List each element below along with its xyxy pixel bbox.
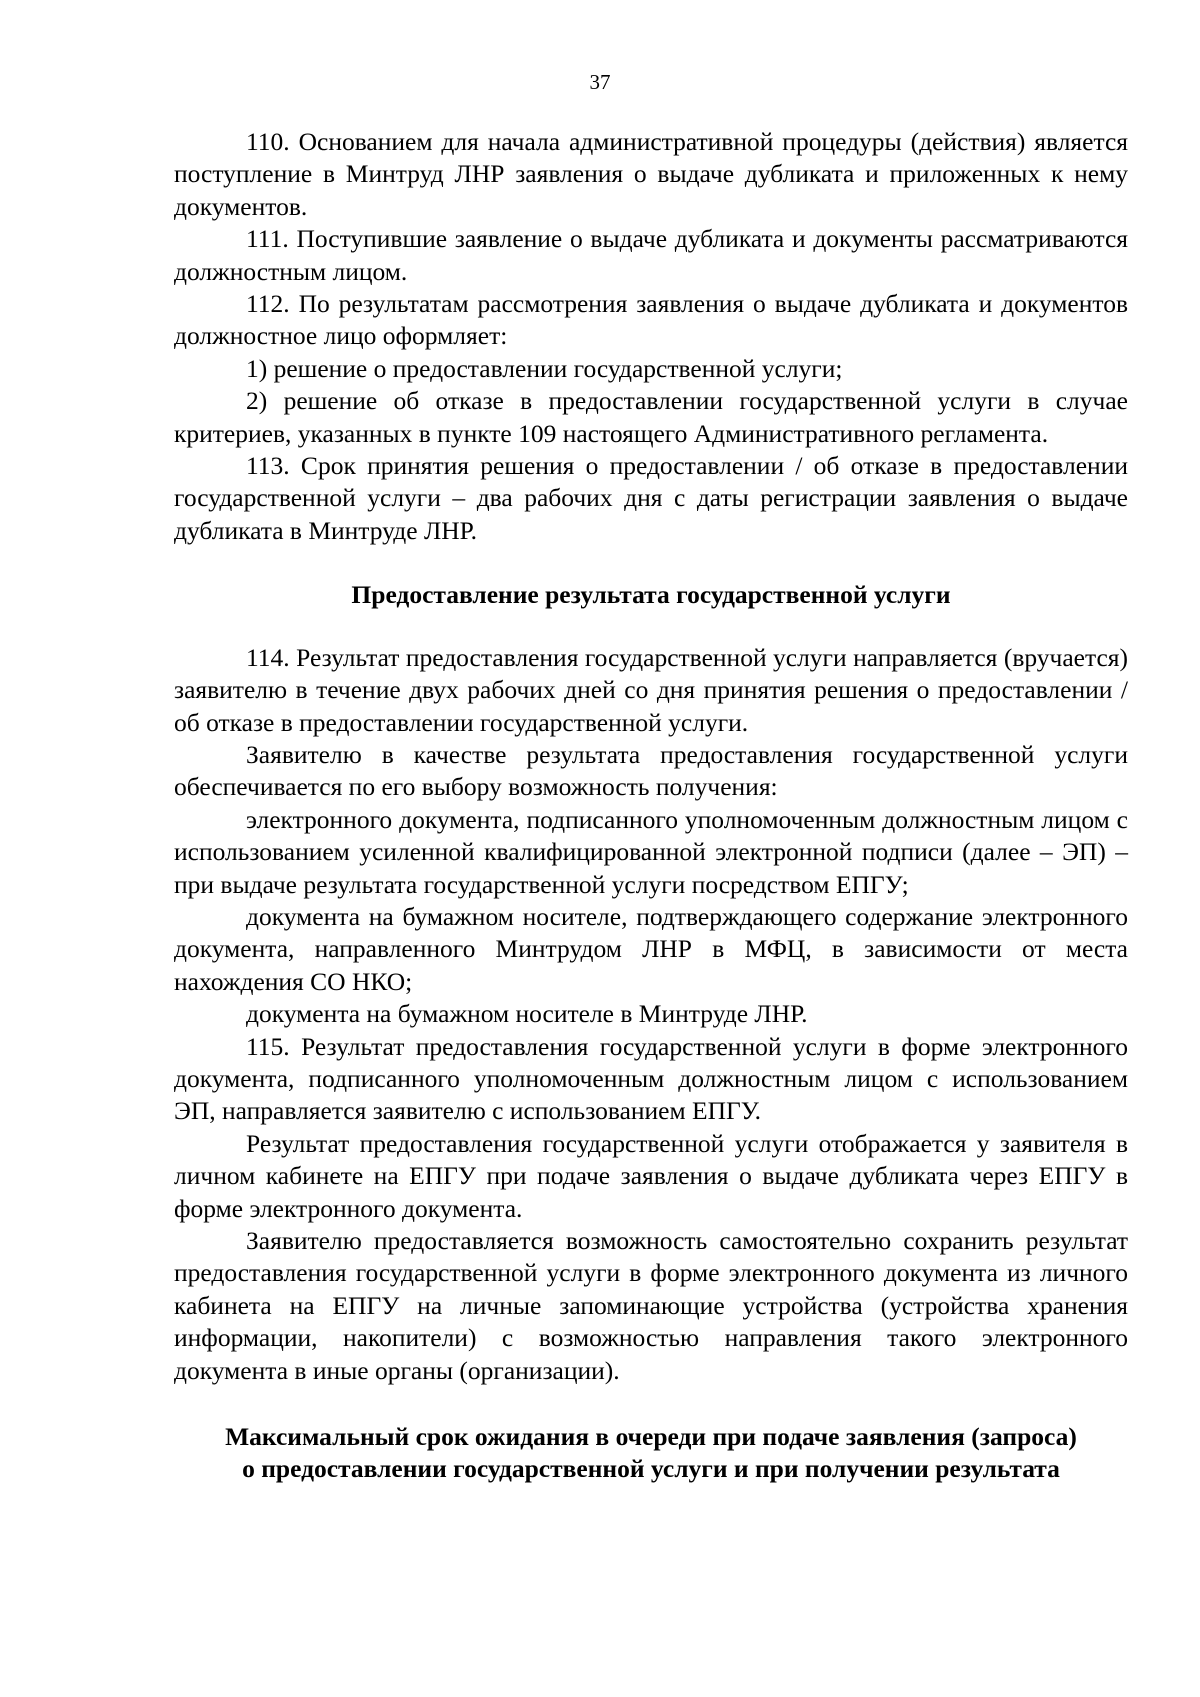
option-paper-document-ministry: документа на бумажном носителе в Минтруде ЛНР.: [246, 999, 808, 1029]
document-body: [174, 126, 1128, 1486]
section-heading-waiting-time-line2: о предоставлении государственной услуги и при получении результата: [242, 1454, 1060, 1484]
paragraph-result-save: Заявителю предоставляется возможность самостоятельно сохранить результат предоставления государственной услуги в форме электронного документа из личного кабинета на ЕПГУ на личные запоминающие устройства (устройства хранения информации, накопители) с возможностью направления такого электронного документа в иные органы (организации).: [174, 1226, 1128, 1385]
paragraph-113: 113. Срок принятия решения о предоставлении / об отказе в предоставлении государственной услуги – два рабочих дня с даты регистрации заявления о выдаче дубликата в Минтруде ЛНР.: [174, 451, 1128, 545]
paragraph-111: 111. Поступившие заявление о выдаче дубликата и документы рассматриваются должностным лицом.: [174, 224, 1128, 286]
paragraph-result-options: Заявителю в качестве результата предоставления государственной услуги обеспечивается по его выбору возможность получения:: [174, 739, 1128, 802]
option-paper-document-mfc: документа на бумажном носителе, подтверждающего содержание электронного документа, направленного Минтрудом ЛНР в МФЦ, в зависимости от места нахождения СО НКО;: [174, 901, 1128, 996]
list-item-1: 1) решение о предоставлении государственной услуги;: [246, 353, 843, 383]
paragraph-result-display: Результат предоставления государственной услуги отображается у заявителя в личном кабинете на ЕПГУ при подаче заявления о выдаче дубликата через ЕПГУ в форме электронного документа.: [174, 1128, 1128, 1223]
paragraph-115: 115. Результат предоставления государственной услуги в форме электронного документа, подписанного уполномоченным должностным лицом с использованием ЭП, направляется заявителю с использованием ЕПГУ.: [174, 1031, 1128, 1126]
section-heading-result: Предоставление результата государственной услуги: [351, 580, 951, 610]
paragraph-112: 112. По результатам рассмотрения заявления о выдаче дубликата и документов должностное лицо оформляет:: [174, 289, 1128, 351]
paragraph-114: 114. Результат предоставления государственной услуги направляется (вручается) заявителю в течение двух рабочих дней со дня принятия решения о предоставлении / об отказе в предоставлении государственной услуги.: [174, 642, 1128, 737]
paragraph-110: 110. Основанием для начала административной процедуры (действия) является поступление в Минтруд ЛНР заявления о выдаче дубликата и приложенных к нему документов.: [174, 127, 1128, 221]
page-number: 37: [589, 70, 611, 94]
section-heading-waiting-time-line1: Максимальный срок ожидания в очереди при подаче заявления (запроса): [225, 1422, 1077, 1452]
option-electronic-document: электронного документа, подписанного уполномоченным должностным лицом с использованием усиленной квалифицированной электронной подписи (далее – ЭП) – при выдаче результата государственной услуги посредством ЕПГУ;: [174, 804, 1128, 899]
list-item-2: 2) решение об отказе в предоставлении государственной услуги в случае критериев, указанных в пункте 109 настоящего Административного регламента.: [174, 386, 1128, 448]
